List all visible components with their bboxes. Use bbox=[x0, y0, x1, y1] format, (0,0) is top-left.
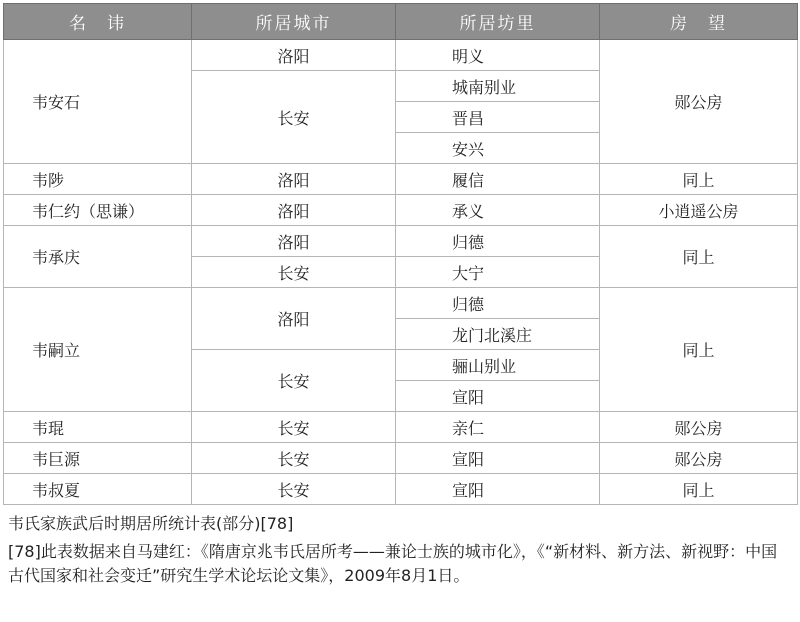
table-row bbox=[4, 226, 798, 257]
table-row bbox=[4, 474, 798, 505]
cell-ward: 宣阳 bbox=[396, 381, 600, 412]
cell-ward: 宣阳 bbox=[396, 443, 600, 474]
header-clan: 房 望 bbox=[600, 4, 798, 40]
cell-ward: 龙门北溪庄 bbox=[396, 319, 600, 350]
cell-ward: 大宁 bbox=[396, 257, 600, 288]
cell-clan: 同上 bbox=[600, 288, 798, 412]
cell-clan: 同上 bbox=[600, 164, 798, 195]
cell-name: 韦琨 bbox=[4, 412, 192, 443]
cell-name: 韦嗣立 bbox=[4, 288, 192, 412]
cell-ward: 晋昌 bbox=[396, 102, 600, 133]
table-row bbox=[4, 288, 798, 319]
cell-ward: 明义 bbox=[396, 40, 600, 71]
cell-city: 长安 bbox=[192, 443, 396, 474]
table-body bbox=[4, 40, 798, 505]
cell-clan: 郧公房 bbox=[600, 40, 798, 164]
cell-ward: 安兴 bbox=[396, 133, 600, 164]
table-row bbox=[4, 443, 798, 474]
cell-city: 长安 bbox=[192, 257, 396, 288]
cell-city: 长安 bbox=[192, 71, 396, 164]
footnote: [78]此表数据来自马建红：《隋唐京兆韦氏居所考——兼论士族的城市化》，《“新材料、新方法、新视野：中国古代国家和社会变迁”研究生学术论坛论文集》，2009年8月1日。 bbox=[8, 542, 778, 585]
cell-ward: 归德 bbox=[396, 288, 600, 319]
cell-city: 洛阳 bbox=[192, 164, 396, 195]
header-name: 名 讳 bbox=[4, 4, 192, 40]
cell-ward: 宣阳 bbox=[396, 474, 600, 505]
cell-city: 洛阳 bbox=[192, 195, 396, 226]
cell-ward: 城南别业 bbox=[396, 71, 600, 102]
table-row bbox=[4, 412, 798, 443]
cell-ward: 骊山别业 bbox=[396, 350, 600, 381]
cell-clan: 同上 bbox=[600, 474, 798, 505]
cell-ward: 归德 bbox=[396, 226, 600, 257]
cell-clan: 郧公房 bbox=[600, 443, 798, 474]
table-caption: 韦氏家族武后时期居所统计表(部分)[78] bbox=[8, 514, 294, 533]
table-row bbox=[4, 195, 798, 226]
cell-city: 洛阳 bbox=[192, 288, 396, 350]
cell-city: 长安 bbox=[192, 474, 396, 505]
cell-name: 韦巨源 bbox=[4, 443, 192, 474]
cell-city: 长安 bbox=[192, 412, 396, 443]
cell-clan: 同上 bbox=[600, 226, 798, 288]
table-row bbox=[4, 164, 798, 195]
cell-name: 韦叔夏 bbox=[4, 474, 192, 505]
table-row bbox=[4, 40, 798, 71]
cell-name: 韦安石 bbox=[4, 40, 192, 164]
cell-ward: 亲仁 bbox=[396, 412, 600, 443]
residence-table bbox=[3, 3, 798, 505]
cell-city: 洛阳 bbox=[192, 40, 396, 71]
header-row bbox=[4, 4, 798, 40]
cell-ward: 承义 bbox=[396, 195, 600, 226]
cell-name: 韦陟 bbox=[4, 164, 192, 195]
cell-clan: 郧公房 bbox=[600, 412, 798, 443]
cell-city: 洛阳 bbox=[192, 226, 396, 257]
cell-name: 韦仁约（思谦） bbox=[4, 195, 192, 226]
cell-clan: 小逍遥公房 bbox=[600, 195, 798, 226]
cell-ward: 履信 bbox=[396, 164, 600, 195]
cell-city: 长安 bbox=[192, 350, 396, 412]
header-city: 所居城市 bbox=[192, 4, 396, 40]
cell-name: 韦承庆 bbox=[4, 226, 192, 288]
header-ward: 所居坊里 bbox=[396, 4, 600, 40]
